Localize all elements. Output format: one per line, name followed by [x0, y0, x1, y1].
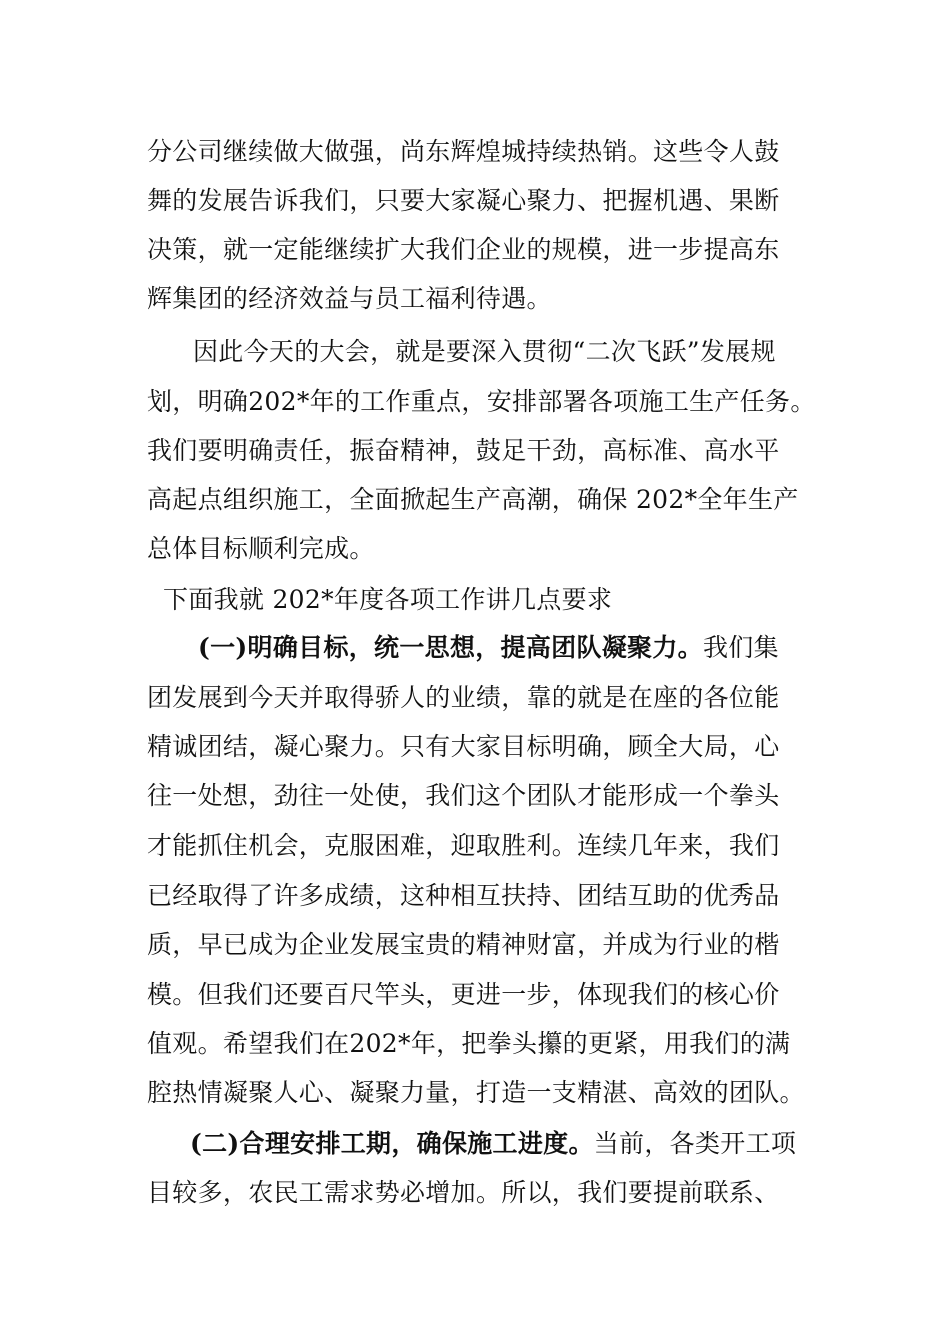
paragraph-5-line-1-text: 当前，各类开工项	[593, 1129, 797, 1158]
paragraph-2-line-1: 因此今天的大会，就是要深入贯彻“二次飞跃”发展规	[193, 337, 776, 366]
paragraph-2-line-3: 我们要明确责任，振奋精神，鼓足干劲，高标准、高水平	[147, 436, 780, 465]
paragraph-4-line-5: 才能抓住机会，克服困难，迎取胜利。连续几年来，我们	[147, 831, 780, 860]
section-heading-2: (二)合理安排工期，确保施工进度。	[190, 1129, 594, 1158]
paragraph-1-line-3: 决策，就一定能继续扩大我们企业的规模，进一步提高东	[147, 235, 780, 264]
paragraph-4-line-3: 精诚团结，凝心聚力。只有大家目标明确，顾全大局，心	[147, 732, 780, 761]
paragraph-4-line-10: 腔热情凝聚人心、凝聚力量，打造一支精湛、高效的团队。	[147, 1078, 805, 1107]
paragraph-4-line-4: 往一处想，劲往一处使，我们这个团队才能形成一个拳头	[147, 781, 780, 810]
paragraph-5-line-1	[190, 1124, 820, 1164]
paragraph-1-line-1: 分公司继续做大做强，尚东辉煌城持续热销。这些令人鼓	[147, 137, 780, 166]
paragraph-4-line-2: 团发展到今天并取得骄人的业绩，靠的就是在座的各位能	[147, 683, 780, 712]
paragraph-4-line-9: 值观。希望我们在202*年，把拳头攥的更紧，用我们的满	[147, 1029, 791, 1058]
section-heading-1: (一)明确目标，统一思想，提高团队凝聚力。	[198, 633, 703, 662]
paragraph-5-line-2: 目较多，农民工需求势必增加。所以，我们要提前联系、	[147, 1178, 780, 1207]
paragraph-1-line-4: 辉集团的经济效益与员工福利待遇。	[147, 284, 552, 313]
paragraph-3-line-1: 下面我就 202*年度各项工作讲几点要求	[163, 585, 613, 614]
paragraph-4-line-8: 模。但我们还要百尺竿头，更进一步，体现我们的核心价	[147, 980, 780, 1009]
paragraph-4-line-6: 已经取得了许多成绩，这种相互扶持、团结互助的优秀品	[147, 881, 780, 910]
paragraph-2-line-2: 划，明确202*年的工作重点，安排部署各项施工生产任务。	[147, 387, 816, 416]
paragraph-2-line-5: 总体目标顺利完成。	[147, 534, 375, 563]
paragraph-2-line-4: 高起点组织施工，全面掀起生产高潮，确保 202*全年生产	[147, 485, 799, 514]
paragraph-4-line-7: 质，早已成为企业发展宝贵的精神财富，并成为行业的楷	[147, 930, 780, 959]
paragraph-4-line-1-text: 我们集	[702, 633, 779, 662]
paragraph-4-line-1	[198, 628, 818, 668]
paragraph-1-line-2: 舞的发展告诉我们，只要大家凝心聚力、把握机遇、果断	[147, 186, 780, 215]
